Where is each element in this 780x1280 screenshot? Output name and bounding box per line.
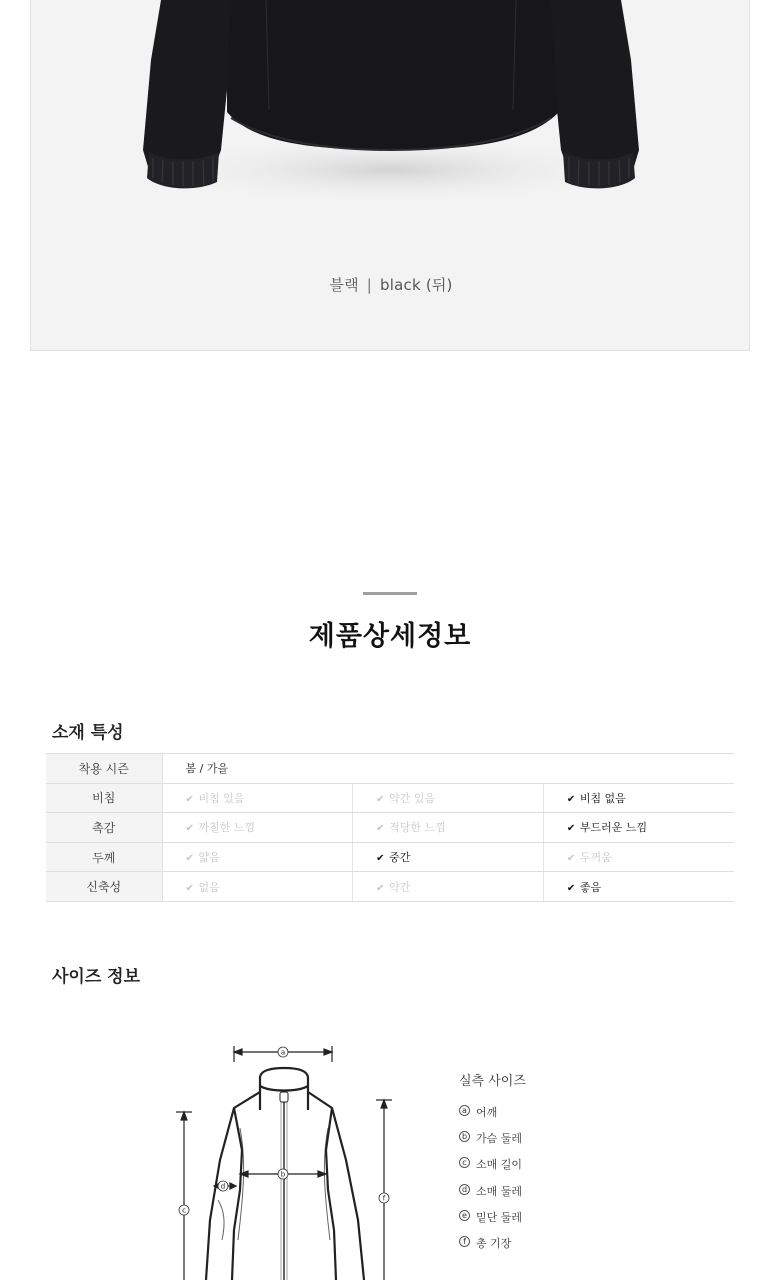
jacket-back-image — [31, 0, 750, 351]
material-option-label: 까칠한 느낌 — [198, 821, 256, 835]
size-legend-label: 총 기장 — [476, 1236, 512, 1250]
material-option-label: 적당한 느낌 — [389, 821, 446, 835]
circled-letter-icon: d — [459, 1184, 470, 1195]
material-row-value: 봄 / 가을 — [162, 754, 734, 784]
check-icon: ✔ — [185, 823, 194, 835]
page-title: 제품상세정보 — [308, 621, 472, 652]
material-option — [162, 842, 353, 872]
material-option-label: 약간 — [389, 880, 411, 894]
material-option — [353, 783, 544, 813]
material-row — [46, 842, 734, 872]
material-option — [162, 783, 353, 813]
material-option-label: 중간 — [389, 851, 411, 865]
material-option-selected — [543, 813, 734, 843]
material-row — [46, 813, 734, 843]
size-legend-title: 실측 사이즈 — [459, 1074, 526, 1089]
caption-color-ko: 블랙 — [329, 276, 359, 294]
check-icon: ✔ — [185, 793, 194, 805]
material-row-label: 비침 — [46, 783, 162, 813]
size-legend-label: 밑단 둘레 — [476, 1210, 523, 1224]
check-icon: ✔ — [566, 882, 576, 894]
size-legend — [459, 1070, 526, 1261]
size-legend-label: 가슴 둘레 — [476, 1132, 523, 1146]
product-photo-panel — [30, 0, 750, 351]
size-legend-label: 어깨 — [476, 1106, 498, 1119]
material-row-label: 두께 — [46, 842, 162, 872]
material-option-label: 비침 있음 — [198, 791, 245, 805]
material-section-title: 소재 특성 — [52, 723, 124, 743]
size-legend-item — [459, 1209, 526, 1235]
size-section-title: 사이즈 정보 — [52, 967, 141, 987]
photo-caption — [31, 274, 750, 295]
material-option — [353, 813, 544, 843]
material-spec-table — [46, 753, 734, 902]
check-icon: ✔ — [376, 853, 385, 865]
size-legend-label: 소매 둘레 — [476, 1184, 523, 1198]
material-option — [162, 813, 353, 843]
size-legend-item — [459, 1183, 526, 1209]
check-icon: ✔ — [185, 853, 194, 865]
caption-detail: black (뒤) — [380, 276, 453, 294]
check-icon: ✔ — [566, 793, 576, 805]
size-legend-list — [459, 1104, 526, 1261]
check-icon: ✔ — [376, 882, 385, 894]
material-option-label: 두꺼움 — [579, 851, 612, 865]
material-row-label: 착용 시즌 — [46, 754, 162, 784]
check-icon: ✔ — [376, 793, 385, 805]
material-row — [46, 783, 734, 813]
material-option-label: 없음 — [198, 880, 220, 894]
material-option-label: 부드러운 느낌 — [579, 821, 648, 835]
circled-letter-icon: b — [459, 1131, 470, 1142]
material-row — [46, 872, 734, 902]
material-option — [543, 842, 734, 872]
material-row-label: 신축성 — [46, 872, 162, 902]
diagram-mark-label: d — [220, 1182, 226, 1191]
size-legend-label: 소매 길이 — [476, 1158, 523, 1172]
material-option-selected — [353, 842, 544, 872]
caption-separator: | — [366, 276, 373, 294]
diagram-mark-label: f — [382, 1194, 386, 1203]
size-legend-item — [459, 1104, 526, 1130]
material-option-selected — [543, 872, 734, 902]
circled-letter-icon: a — [459, 1105, 470, 1116]
circled-letter-icon: c — [459, 1157, 470, 1168]
size-diagram — [160, 1040, 420, 1280]
size-legend-item — [459, 1235, 526, 1261]
material-option-label: 비침 없음 — [579, 791, 626, 805]
diagram-mark-label: c — [182, 1206, 186, 1215]
material-option-label: 좋음 — [579, 880, 602, 894]
material-option-label: 얇음 — [198, 851, 220, 865]
check-icon: ✔ — [376, 823, 385, 835]
check-icon: ✔ — [566, 823, 576, 835]
material-option-label: 약간 있음 — [389, 791, 436, 805]
section-divider — [363, 592, 417, 595]
diagram-mark-label: b — [280, 1170, 286, 1179]
circled-letter-icon: e — [459, 1210, 470, 1221]
check-icon: ✔ — [566, 853, 576, 865]
circled-letter-icon: f — [459, 1236, 470, 1247]
material-option — [353, 872, 544, 902]
size-legend-item — [459, 1156, 526, 1182]
diagram-mark-label: a — [280, 1048, 286, 1057]
size-legend-item — [459, 1130, 526, 1156]
material-option — [162, 872, 353, 902]
material-option-selected — [543, 783, 734, 813]
material-row-label: 촉감 — [46, 813, 162, 843]
check-icon: ✔ — [185, 882, 194, 894]
material-row — [46, 754, 734, 784]
